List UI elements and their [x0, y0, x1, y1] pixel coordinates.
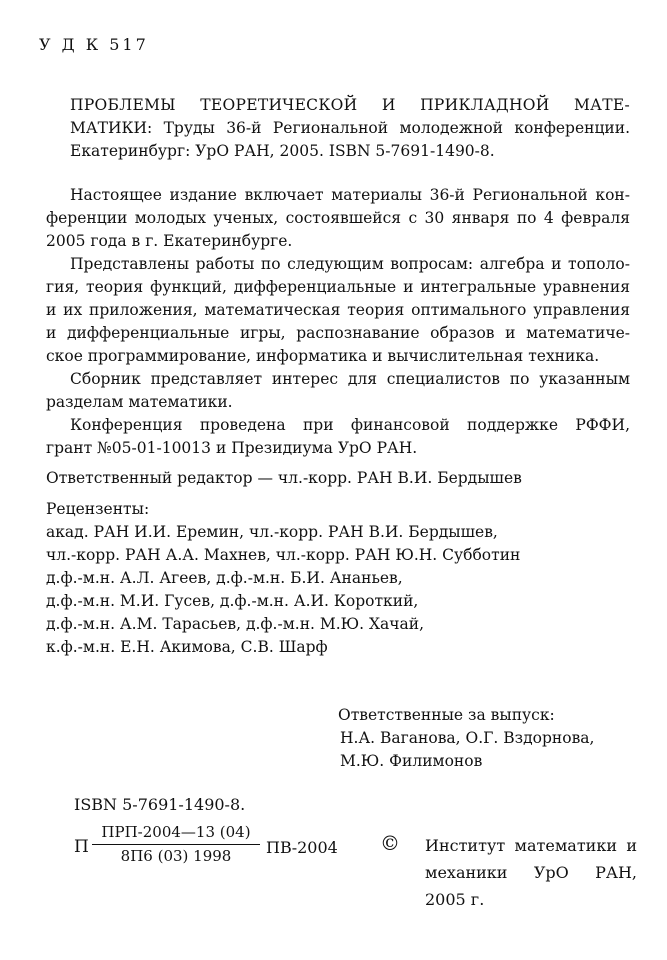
reviewer-line-6: к.ф.-м.н. Е.Н. Акимова, С.В. Шарф	[46, 638, 328, 656]
abstract-line-3: 2005 года в г. Екатеринбурге.	[46, 232, 293, 250]
reviewer-line-5: д.ф.-м.н. А.М. Тарасьев, д.ф.-м.н. М.Ю. Хачай,	[46, 615, 425, 633]
isbn: ISBN 5-7691-1490-8.	[74, 795, 246, 814]
release-responsible-label: Ответственные за выпуск:	[338, 706, 555, 724]
title-line-2: МАТИКИ: Труды 36-й Региональной молодежной конференции.	[70, 119, 630, 137]
copyright-line-3: 2005 г.	[425, 890, 485, 909]
abstract-line-6: и их приложения, математическая теория оптимального управления	[46, 301, 630, 319]
abstract-line-4: Представлены работы по следующим вопросам: алгебра и тополо-	[70, 255, 630, 273]
title-line-1: ПРОБЛЕМЫ ТЕОРЕТИЧЕСКОЙ И ПРИКЛАДНОЙ МАТЕ-	[70, 96, 630, 114]
abstract-line-7: и дифференциальные игры, распознавание образов и математиче-	[46, 324, 630, 342]
release-responsible-names-2: М.Ю. Филимонов	[340, 752, 483, 770]
reviewer-line-1: акад. РАН И.И. Еремин, чл.-корр. РАН В.И. Бердышев,	[46, 523, 498, 541]
release-responsible-block	[338, 704, 638, 773]
abstract-line-1: Настоящее издание включает материалы 36-й Региональной кон-	[70, 186, 630, 204]
abstract-line-11: Конференция проведена при финансовой поддержке РФФИ,	[70, 416, 630, 434]
reviewer-line-3: д.ф.-м.н. А.Л. Агеев, д.ф.-м.н. Б.И. Ананьев,	[46, 569, 403, 587]
release-responsible-names-1: Н.А. Ваганова, О.Г. Вздорнова,	[340, 729, 595, 747]
imprint-fraction	[92, 822, 260, 867]
abstract-line-8: ское программирование, информатика и вычислительная техника.	[46, 347, 600, 365]
copyright-holder	[425, 832, 637, 913]
responsible-editor: Ответственный редактор — чл.-корр. РАН В.И. Бердышев	[46, 469, 522, 487]
copyright-icon: ©	[380, 831, 400, 855]
imprint-prefix: П	[74, 837, 89, 857]
imprint-denominator: 8П6 (03) 1998	[120, 847, 232, 865]
reviewer-line-2: чл.-корр. РАН А.А. Махнев, чл.-корр. РАН Ю.Н. Субботин	[46, 546, 521, 564]
abstract-line-9: Сборник представляет интерес для специалистов по указанным	[70, 370, 630, 388]
title-line-3: Екатеринбург: УрО РАН, 2005. ISBN 5-7691-1490-8.	[70, 142, 495, 160]
abstract-line-12: грант №05-01-10013 и Президиума УрО РАН.	[46, 439, 418, 457]
abstract-line-10: разделам математики.	[46, 393, 233, 411]
reviewer-line-4: д.ф.-м.н. М.И. Гусев, д.ф.-м.н. А.И. Короткий,	[46, 592, 419, 610]
copyright-line-2: механики УрО РАН,	[425, 863, 637, 882]
abstract-line-5: гия, теория функций, дифференциальные и интегральные уравнения	[46, 278, 630, 296]
udk-code: У Д К 517	[39, 35, 149, 54]
copyright-line-1: Институт математики и	[425, 836, 637, 855]
imprint-suffix: ПВ-2004	[266, 838, 338, 857]
reviewers-label: Рецензенты:	[46, 500, 150, 518]
abstract-line-2: ференции молодых ученых, состоявшейся с 30 января по 4 февраля	[46, 209, 630, 227]
imprint-numerator: ПРП-2004—13 (04)	[92, 822, 260, 845]
